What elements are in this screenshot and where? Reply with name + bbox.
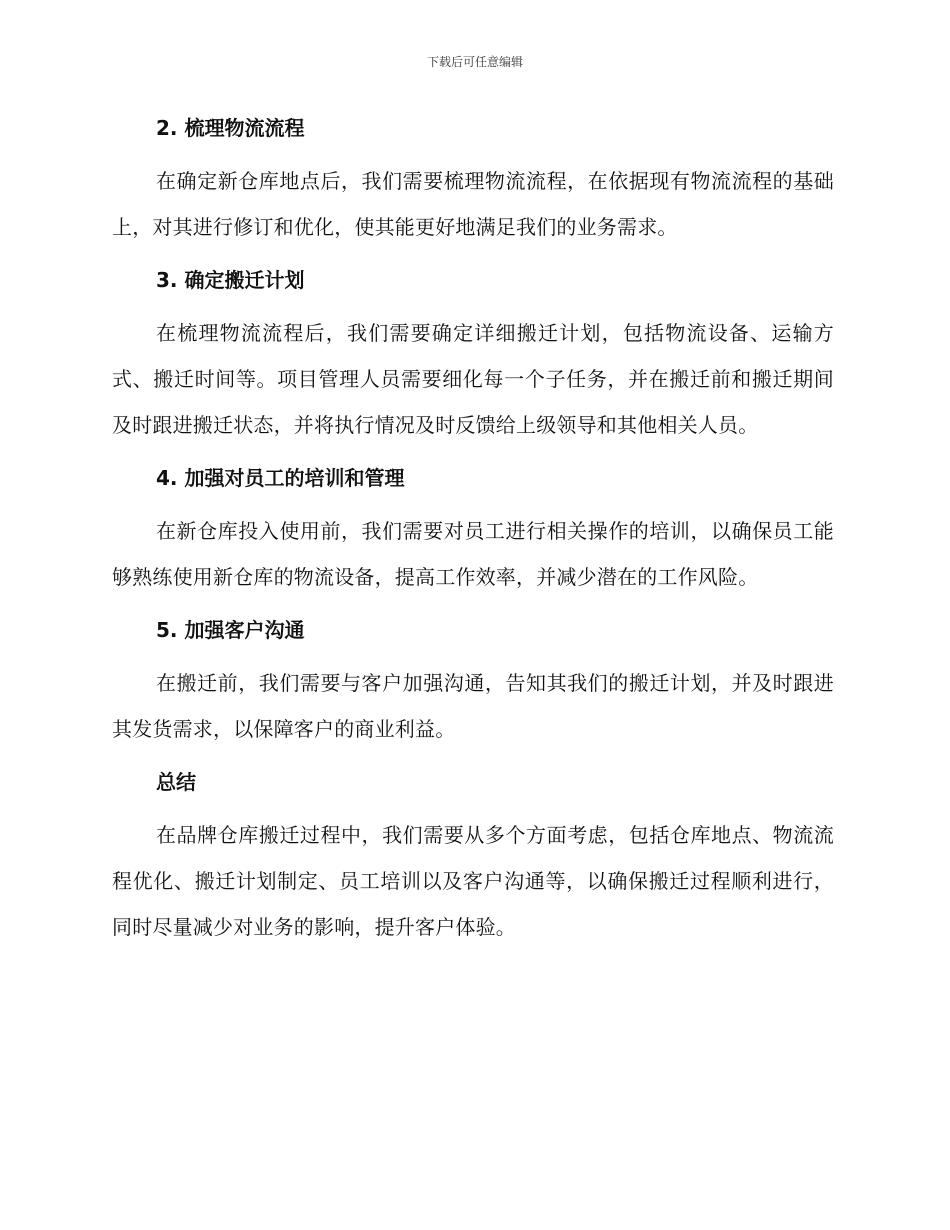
document-content <box>112 108 834 960</box>
section-relocation-plan <box>112 260 834 448</box>
section-logistics-process <box>112 108 834 250</box>
section-heading: 2. 梳理物流流程 <box>156 116 305 140</box>
section-heading: 5. 加强客户沟通 <box>156 618 305 642</box>
section-heading: 总结 <box>156 770 196 794</box>
page-header-note: 下载后可任意编辑 <box>426 55 523 69</box>
section-summary <box>112 762 834 950</box>
section-paragraph: 在品牌仓库搬迁过程中，我们需要从多个方面考虑，包括仓库地点、物流流程优化、搬迁计划制定、员工培训以及客户沟通等，以确保搬迁过程顺利进行，同时尽量减少对业务的影响，提升客户体验。 <box>112 823 834 939</box>
section-customer-communication <box>112 610 834 752</box>
section-paragraph: 在搬迁前，我们需要与客户加强沟通，告知其我们的搬迁计划，并及时跟进其发货需求，以保障客户的商业利益。 <box>112 671 834 741</box>
section-paragraph: 在确定新仓库地点后，我们需要梳理物流流程，在依据现有物流流程的基础上，对其进行修订和优化，使其能更好地满足我们的业务需求。 <box>112 169 834 239</box>
section-paragraph: 在新仓库投入使用前，我们需要对员工进行相关操作的培训，以确保员工能够熟练使用新仓库的物流设备，提高工作效率，并减少潜在的工作风险。 <box>112 519 834 589</box>
section-heading: 4. 加强对员工的培训和管理 <box>156 466 405 490</box>
section-paragraph: 在梳理物流流程后，我们需要确定详细搬迁计划，包括物流设备、运输方式、搬迁时间等。项目管理人员需要细化每一个子任务，并在搬迁前和搬迁期间及时跟进搬迁状态，并将执行情况及时反馈给上级领导和其他相关人员。 <box>112 321 834 437</box>
section-staff-training <box>112 458 834 600</box>
section-heading: 3. 确定搬迁计划 <box>156 268 305 292</box>
